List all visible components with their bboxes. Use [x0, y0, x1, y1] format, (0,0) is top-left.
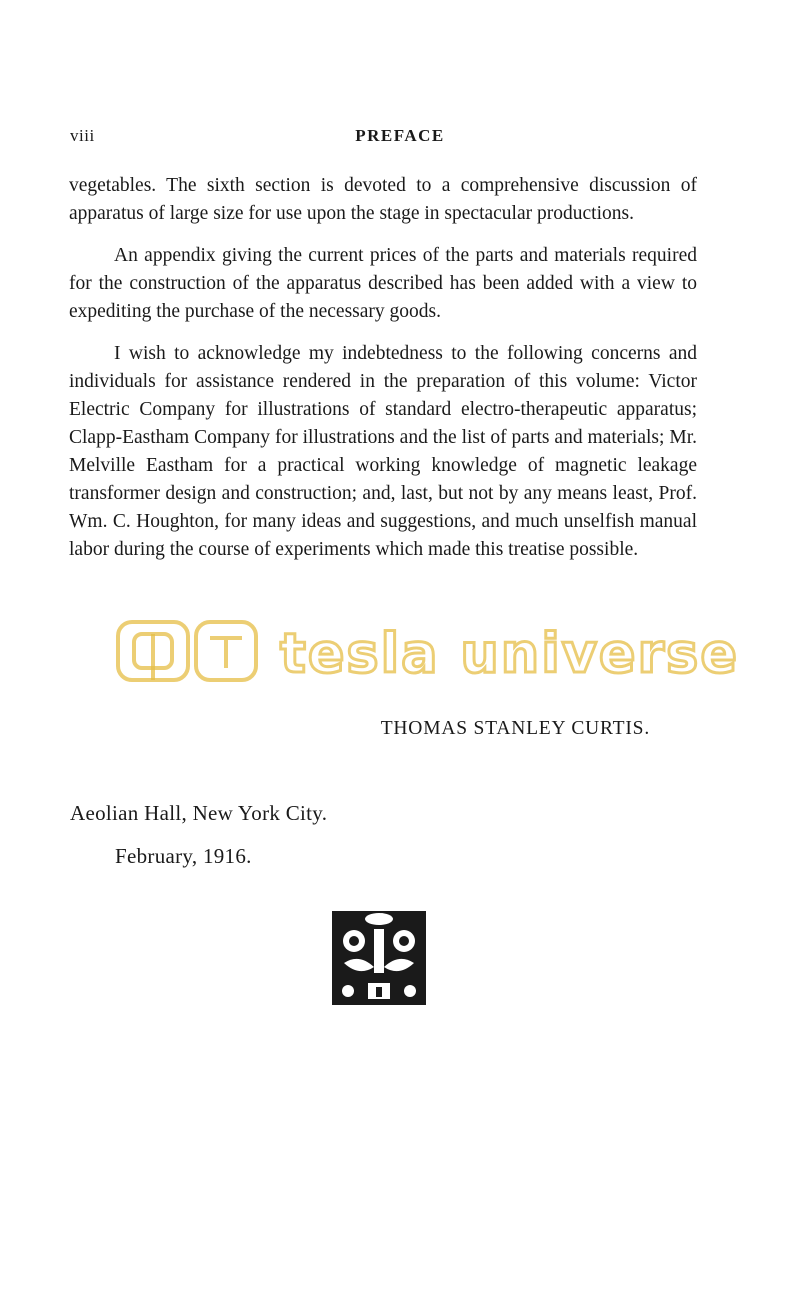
watermark-text: tesla universe — [280, 622, 739, 685]
paragraph: I wish to acknowledge my indebtedness to the following concerns and individuals for assistance rendered in the preparation of this volume: Victor Electric Company for illustrations of standard electro-therapeutic apparatus; Clapp-Eastham Company for illustrations and the list of parts and materials; Mr. Melville Eastham for a practical working knowledge of magnetic leakage transformer design and construction; and, last, but not by any means least, Prof. Wm. C. Houghton, for many ideas and suggestions, and much unselfish manual labor during the course of experiments which made this treatise possible. — [69, 343, 697, 560]
page-number: viii — [70, 126, 95, 145]
author-signature: THOMAS STANLEY CURTIS. — [380, 718, 650, 739]
watermark-logo-icon — [110, 612, 270, 692]
paragraph: vegetables. The sixth section is devoted to a comprehensive discussion of apparatus of large size for use upon the stage in spectacular productions. — [69, 175, 697, 224]
printers-ornament-icon — [324, 903, 434, 1013]
paragraph: An appendix giving the current prices of the parts and materials required for the construction of the apparatus described has been added with a view to expediting the purchase of the necessary goods. — [69, 245, 697, 322]
preface-body — [69, 172, 697, 578]
watermark — [110, 612, 739, 692]
place-line: Aeolian Hall, New York City. — [70, 801, 328, 825]
running-head: PREFACE — [355, 126, 445, 145]
date-line: February, 1916. — [115, 844, 252, 868]
